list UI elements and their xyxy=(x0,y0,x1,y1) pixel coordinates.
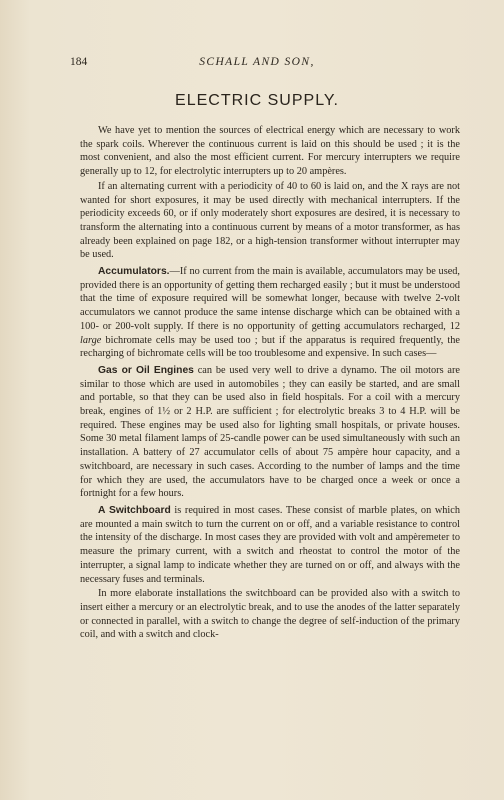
section-title: ELECTRIC SUPPLY. xyxy=(175,92,339,109)
page-number: 184 xyxy=(70,56,88,68)
paragraph-switchboard xyxy=(80,504,460,586)
paragraph-intro: We have yet to mention the sources of electrical energy which are necessary to work the spark coils. Wherever the continuous current is laid on this should be used ; it is the most convenient, and also the most efficient current. For mercury interrupters we require generally up to 12, for electrolytic interrupters up to 20 ampères. xyxy=(80,125,460,178)
body-text xyxy=(80,124,460,643)
paragraph-alternating-current: If an alternating current with a periodicity of 40 to 60 is laid on, and the X rays are not wanted for short exposures, it may be used directly with mechanical interrupters. If the periodicity exceeds 60, or if only moderately short exposures are desired, it is necessary to transform the alternating into a continuous current by means of a motor transformer, as has already been explained on page 182, or a high-tension transformer without interrupter may be used. xyxy=(80,180,460,261)
run-in-heading-accumulators: Accumulators. xyxy=(98,266,170,278)
paragraph-text: bichromate cells may be used too ; but if the apparatus is required frequently, the recharging of bichromate cells will be too troublesome and expensive. In such cases— xyxy=(80,334,460,360)
paragraph-gas-oil-engines xyxy=(80,364,460,501)
page-header xyxy=(52,56,462,72)
running-head: SCHALL AND SON, xyxy=(199,56,315,68)
paragraph-accumulators xyxy=(80,265,460,361)
emphasis-text: large xyxy=(80,334,102,346)
run-in-heading-gas-oil-engines: Gas or Oil Engines xyxy=(98,364,194,376)
paragraph-text: can be used very well to drive a dynamo. The oil motors are similar to those which are used in automobiles ; they can easily be started, and are small and portable, so that they can be used also in field hospitals. For a coil with a mercury break, engines of 1½ or 2 H.P. are sufficient ; for electrolytic breaks 3 to 4 H.P. will be required. These engines may be used also for lighting small hospitals, or private houses. Some 30 metal filament lamps of 25-candle power can be used simultaneously with such an installation. A battery of 27 accumulator cells of about 75 ampère hour capacity, and a switchboard, are necessary in such cases. According to the number of lamps and the time for which they are used, the accumulators have to be charged once a week or once a fortnight for a few hours. xyxy=(80,364,460,500)
paragraph-text: is required in most cases. These consist of marble plates, on which are mounted a main switch to turn the current on or off, and a variable resistance to control the intensity of the discharge. In most cases they are provided with volt and ampèremeter to measure the primary current, with a switch and rheostat to control the motor of the interrupter, a signal lamp to indicate whether they are turned on or off, and always with the necessary fuses and terminals. xyxy=(80,504,461,585)
run-in-heading-switchboard: A Switchboard xyxy=(98,504,171,516)
paragraph-elaborate-installations: In more elaborate installations the switchboard can be provided also with a switch to insert either a mercury or an electrolytic break, and to use the anodes of the latter separately or connected in parallel, with a switch to change the degree of self-induction of the primary coil, and with a switch and clock- xyxy=(80,588,460,641)
paragraph-text: —If no current from the main is available, accumulators may be used, provided there is an opportunity of getting them recharged easily ; but it must be understood that the time of exposure required will be somewhat longer, because with twelve 2-volt accumulators we cannot produce the same intense discharge which can be obtained with a 100- or 200-volt supply. If there is no opportunity of getting accumulators recharged, 12 xyxy=(80,266,460,332)
